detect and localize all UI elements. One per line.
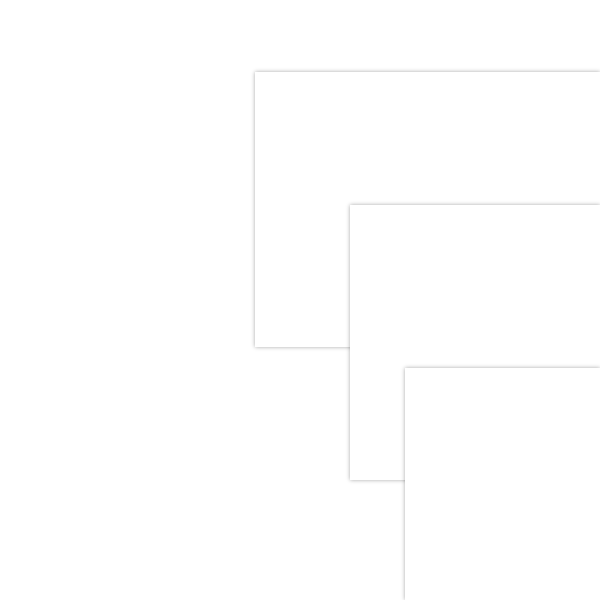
place-names [255,85,600,87]
card-p [405,368,600,600]
